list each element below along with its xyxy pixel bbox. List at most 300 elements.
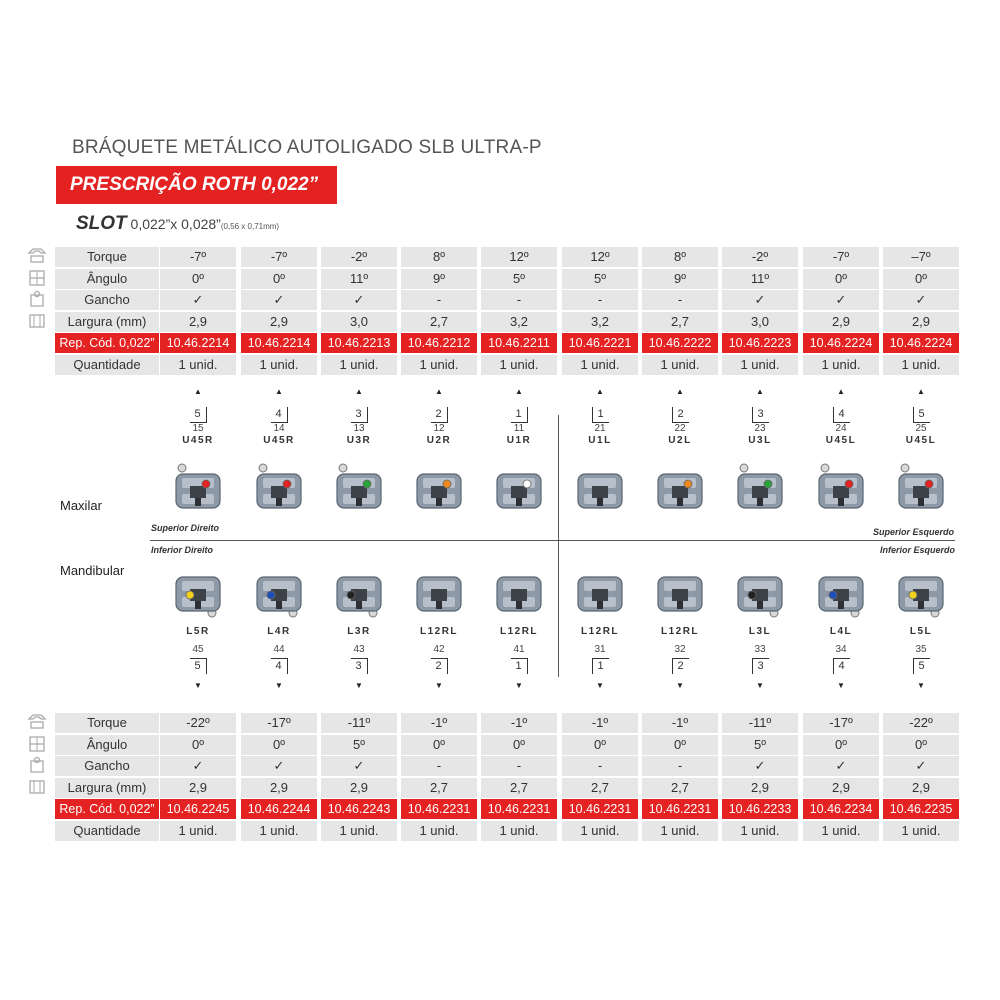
width-cell: 3,0 — [722, 312, 798, 332]
tooth-number: 44 — [273, 644, 285, 655]
quadrant-box — [190, 658, 207, 674]
width-cell: 2,9 — [883, 312, 959, 332]
upper-bracket-image — [409, 462, 469, 517]
lower-bracket-image — [570, 565, 630, 620]
lower-bracket-image — [811, 565, 871, 620]
angle-cell: 9º — [401, 269, 477, 289]
lower-tooth-header — [239, 626, 319, 690]
quadrant-number: 2 — [435, 660, 442, 672]
code-cell: 10.46.2245 — [160, 799, 236, 819]
up-arrow-icon: ▲ — [194, 387, 202, 396]
qty-cell: 1 unid. — [883, 821, 959, 841]
width-cell: 2,9 — [160, 778, 236, 798]
width-cell: 3,0 — [321, 312, 397, 332]
quadrant-number: 1 — [515, 408, 522, 420]
width-cell: 2,9 — [321, 778, 397, 798]
width-cell: 2,9 — [803, 778, 879, 798]
qty-cell: 1 unid. — [321, 355, 397, 375]
angle-cell: 5º — [481, 269, 557, 289]
hook-cell: ✓ — [883, 756, 959, 776]
qty-cell: 1 unid. — [642, 821, 718, 841]
code-cell: 10.46.2234 — [803, 799, 879, 819]
row-label-angle: Ângulo — [55, 269, 159, 289]
width-cell: 2,9 — [241, 778, 317, 798]
hook-cell: - — [562, 756, 638, 776]
bracket-name: L12RL — [580, 626, 620, 637]
tooth-number: 13 — [353, 423, 365, 434]
qty-cell: 1 unid. — [562, 355, 638, 375]
quadrant-box — [752, 658, 769, 674]
angle-icon — [27, 735, 47, 753]
hook-cell: - — [562, 290, 638, 310]
torque-cell: 8º — [642, 247, 718, 267]
spec-row-hook — [0, 290, 1000, 310]
hook-cell: ✓ — [241, 756, 317, 776]
quadrant-number: 3 — [355, 660, 362, 672]
code-cell: 10.46.2231 — [642, 799, 718, 819]
bracket-name: L4L — [829, 626, 853, 637]
qty-cell: 1 unid. — [241, 355, 317, 375]
quadrant-number: 5 — [918, 660, 925, 672]
bracket-name: U45L — [825, 435, 857, 446]
prescription-label: PRESCRIÇÃO ROTH 0,022” — [70, 174, 319, 195]
angle-cell: 0º — [160, 735, 236, 755]
spec-row-code — [0, 799, 1000, 819]
torque-cell: -7º — [803, 247, 879, 267]
spec-row-code — [0, 333, 1000, 353]
quadrant-box — [511, 658, 528, 674]
upper-right-label: Superior Direito — [151, 523, 220, 533]
tooth-number: 32 — [674, 644, 686, 655]
slot-mm: (0,56 x 0,71mm) — [220, 222, 280, 231]
qty-cell: 1 unid. — [241, 821, 317, 841]
quadrant-number: 4 — [838, 660, 845, 672]
lower-bracket-image — [650, 565, 710, 620]
upper-bracket-image — [168, 462, 228, 517]
lower-tooth-header — [640, 626, 720, 690]
lower-bracket-image — [329, 565, 389, 620]
torque-cell: -17º — [241, 713, 317, 733]
tooth-number: 22 — [674, 423, 686, 434]
down-arrow-icon: ▼ — [596, 681, 604, 690]
row-label-width: Largura (mm) — [55, 312, 159, 332]
torque-cell: -2º — [321, 247, 397, 267]
hook-cell: ✓ — [160, 290, 236, 310]
bracket-name: U1R — [506, 435, 532, 446]
code-cell: 10.46.2212 — [401, 333, 477, 353]
quadrant-number: 1 — [597, 660, 604, 672]
code-cell: 10.46.2224 — [803, 333, 879, 353]
width-cell: 2,7 — [401, 778, 477, 798]
hook-cell: - — [642, 290, 718, 310]
bracket-name: U45L — [905, 435, 937, 446]
down-arrow-icon: ▼ — [917, 681, 925, 690]
hook-cell: ✓ — [722, 290, 798, 310]
qty-cell: 1 unid. — [722, 821, 798, 841]
slot-spec — [76, 213, 279, 235]
lower-left-label: Inferior Esquerdo — [880, 545, 956, 555]
bracket-name: L3R — [347, 626, 371, 637]
quadrant-box — [190, 407, 207, 423]
torque-cell: -1º — [481, 713, 557, 733]
upper-bracket-image — [891, 462, 951, 517]
up-arrow-icon: ▲ — [355, 387, 363, 396]
width-icon — [27, 778, 47, 796]
qty-cell: 1 unid. — [883, 355, 959, 375]
angle-cell: 5º — [321, 735, 397, 755]
upper-bracket-image — [570, 462, 630, 517]
code-cell: 10.46.2231 — [401, 799, 477, 819]
row-label-qty: Quantidade — [55, 821, 159, 841]
bracket-name: L4R — [267, 626, 291, 637]
quadrant-box — [511, 407, 528, 423]
angle-cell: 11º — [722, 269, 798, 289]
bracket-name: U1L — [588, 435, 612, 446]
quadrant-box — [672, 407, 689, 423]
row-label-qty: Quantidade — [55, 355, 159, 375]
jaw-label-lower: Mandibular — [60, 563, 125, 578]
torque-cell: 8º — [401, 247, 477, 267]
code-cell: 10.46.2233 — [722, 799, 798, 819]
torque-cell: 12º — [562, 247, 638, 267]
upper-left-label: Superior Esquerdo — [873, 527, 955, 537]
qty-cell: 1 unid. — [160, 355, 236, 375]
tooth-number: 21 — [594, 423, 606, 434]
angle-cell: 0º — [241, 269, 317, 289]
bracket-name: L3L — [748, 626, 772, 637]
qty-cell: 1 unid. — [321, 821, 397, 841]
code-cell: 10.46.2211 — [481, 333, 557, 353]
down-arrow-icon: ▼ — [837, 681, 845, 690]
up-arrow-icon: ▲ — [756, 387, 764, 396]
upper-tooth-header — [158, 388, 238, 447]
tooth-number: 35 — [915, 644, 927, 655]
row-label-hook: Gancho — [55, 290, 159, 310]
qty-cell: 1 unid. — [481, 355, 557, 375]
upper-tooth-header — [479, 388, 559, 447]
row-label-width: Largura (mm) — [55, 778, 159, 798]
hook-cell: ✓ — [321, 290, 397, 310]
quadrant-box — [833, 407, 850, 423]
width-cell: 2,9 — [160, 312, 236, 332]
width-cell: 3,2 — [481, 312, 557, 332]
code-cell: 10.46.2231 — [481, 799, 557, 819]
spec-row-torque — [0, 713, 1000, 733]
bracket-name: U2L — [668, 435, 692, 446]
lower-tooth-header — [479, 626, 559, 690]
horizontal-divider — [150, 540, 955, 541]
lower-tooth-header — [158, 626, 238, 690]
spec-row-torque — [0, 247, 1000, 267]
bracket-name: L12RL — [499, 626, 539, 637]
quadrant-number: 1 — [515, 660, 522, 672]
spec-row-angle — [0, 735, 1000, 755]
hook-cell: - — [481, 756, 557, 776]
upper-bracket-image — [730, 462, 790, 517]
bracket-name: U45R — [182, 435, 214, 446]
angle-cell: 0º — [241, 735, 317, 755]
torque-icon — [27, 713, 47, 731]
row-label-hook: Gancho — [55, 756, 159, 776]
hook-cell: - — [401, 290, 477, 310]
bracket-name: L5R — [186, 626, 210, 637]
lower-bracket-image — [730, 565, 790, 620]
lower-tooth-header — [399, 626, 479, 690]
quadrant-number: 5 — [194, 660, 201, 672]
code-cell: 10.46.2224 — [883, 333, 959, 353]
quadrant-box — [351, 658, 368, 674]
tooth-number: 34 — [835, 644, 847, 655]
row-label-code: Rep. Cód. 0,022” — [55, 333, 159, 353]
bracket-name: U2R — [426, 435, 452, 446]
row-label-code: Rep. Cód. 0,022” — [55, 799, 159, 819]
upper-bracket-image — [811, 462, 871, 517]
tooth-number: 41 — [513, 644, 525, 655]
lower-bracket-image — [891, 565, 951, 620]
angle-cell: 0º — [642, 735, 718, 755]
row-label-torque: Torque — [55, 713, 159, 733]
torque-cell: -1º — [562, 713, 638, 733]
width-cell: 2,9 — [722, 778, 798, 798]
quadrant-number: 3 — [757, 660, 764, 672]
code-cell: 10.46.2243 — [321, 799, 397, 819]
row-label-angle: Ângulo — [55, 735, 159, 755]
qty-cell: 1 unid. — [401, 355, 477, 375]
qty-cell: 1 unid. — [481, 821, 557, 841]
torque-cell: -7º — [160, 247, 236, 267]
quadrant-number: 2 — [435, 408, 442, 420]
code-cell: 10.46.2222 — [642, 333, 718, 353]
quadrant-box — [913, 407, 930, 423]
down-arrow-icon: ▼ — [515, 681, 523, 690]
lower-tooth-header — [560, 626, 640, 690]
bracket-name: L5L — [909, 626, 933, 637]
width-cell: 2,7 — [401, 312, 477, 332]
hook-cell: ✓ — [803, 756, 879, 776]
upper-bracket-image — [489, 462, 549, 517]
tooth-number: 12 — [433, 423, 445, 434]
torque-cell: -1º — [401, 713, 477, 733]
hook-cell: ✓ — [883, 290, 959, 310]
torque-cell: 12º — [481, 247, 557, 267]
slot-label: SLOT — [76, 213, 127, 234]
quadrant-number: 5 — [194, 408, 201, 420]
hook-cell: - — [642, 756, 718, 776]
spec-row-angle — [0, 269, 1000, 289]
upper-bracket-image — [650, 462, 710, 517]
down-arrow-icon: ▼ — [194, 681, 202, 690]
qty-cell: 1 unid. — [803, 821, 879, 841]
lower-tooth-header — [319, 626, 399, 690]
angle-cell: 0º — [481, 735, 557, 755]
down-arrow-icon: ▼ — [676, 681, 684, 690]
qty-cell: 1 unid. — [722, 355, 798, 375]
torque-cell: -7º — [241, 247, 317, 267]
quadrant-box — [592, 658, 609, 674]
qty-cell: 1 unid. — [803, 355, 879, 375]
upper-tooth-header — [881, 388, 961, 447]
upper-tooth-header — [720, 388, 800, 447]
row-label-torque: Torque — [55, 247, 159, 267]
angle-icon — [27, 269, 47, 287]
code-cell: 10.46.2213 — [321, 333, 397, 353]
tooth-number: 15 — [192, 423, 204, 434]
upper-tooth-header — [801, 388, 881, 447]
quadrant-box — [271, 407, 288, 423]
hook-icon — [27, 756, 47, 774]
torque-cell: -11º — [722, 713, 798, 733]
tooth-number: 33 — [754, 644, 766, 655]
midline-divider — [558, 415, 559, 677]
angle-cell: 11º — [321, 269, 397, 289]
up-arrow-icon: ▲ — [515, 387, 523, 396]
bracket-name: L12RL — [419, 626, 459, 637]
code-cell: 10.46.2231 — [562, 799, 638, 819]
upper-tooth-header — [560, 388, 640, 447]
width-cell: 2,7 — [642, 778, 718, 798]
up-arrow-icon: ▲ — [837, 387, 845, 396]
hook-cell: ✓ — [241, 290, 317, 310]
code-cell: 10.46.2223 — [722, 333, 798, 353]
lower-bracket-image — [249, 565, 309, 620]
up-arrow-icon: ▲ — [596, 387, 604, 396]
width-cell: 2,7 — [562, 778, 638, 798]
upper-tooth-header — [399, 388, 479, 447]
bracket-name: U45R — [263, 435, 295, 446]
spec-row-qty — [0, 355, 1000, 375]
quadrant-box — [833, 658, 850, 674]
torque-cell: -1º — [642, 713, 718, 733]
torque-cell: -2º — [722, 247, 798, 267]
quadrant-number: 4 — [838, 408, 845, 420]
width-cell: 2,9 — [883, 778, 959, 798]
code-cell: 10.46.2214 — [241, 333, 317, 353]
width-cell: 2,7 — [481, 778, 557, 798]
qty-cell: 1 unid. — [562, 821, 638, 841]
tooth-number: 24 — [835, 423, 847, 434]
upper-tooth-header — [239, 388, 319, 447]
width-cell: 2,9 — [241, 312, 317, 332]
quadrant-box — [592, 407, 609, 423]
lower-right-label: Inferior Direito — [151, 545, 214, 555]
hook-cell: ✓ — [160, 756, 236, 776]
angle-cell: 0º — [562, 735, 638, 755]
quadrant-number: 4 — [275, 408, 282, 420]
angle-cell: 5º — [562, 269, 638, 289]
quadrant-number: 1 — [597, 408, 604, 420]
torque-cell: -22º — [883, 713, 959, 733]
width-icon — [27, 312, 47, 330]
spec-row-width — [0, 312, 1000, 332]
quadrant-number: 4 — [275, 660, 282, 672]
down-arrow-icon: ▼ — [275, 681, 283, 690]
torque-cell: –7º — [883, 247, 959, 267]
spec-row-hook — [0, 756, 1000, 776]
quadrant-box — [431, 407, 448, 423]
code-cell: 10.46.2214 — [160, 333, 236, 353]
product-title: BRÁQUETE METÁLICO AUTOLIGADO SLB ULTRA-P — [72, 137, 542, 158]
prescription-banner — [56, 166, 337, 204]
lower-tooth-header — [881, 626, 961, 690]
up-arrow-icon: ▲ — [917, 387, 925, 396]
upper-tooth-header — [319, 388, 399, 447]
upper-bracket-image — [329, 462, 389, 517]
torque-cell: -22º — [160, 713, 236, 733]
hook-cell: ✓ — [321, 756, 397, 776]
torque-cell: -17º — [803, 713, 879, 733]
quadrant-box — [752, 407, 769, 423]
bracket-name: L12RL — [660, 626, 700, 637]
up-arrow-icon: ▲ — [275, 387, 283, 396]
quadrant-number: 5 — [918, 408, 925, 420]
qty-cell: 1 unid. — [642, 355, 718, 375]
quadrant-box — [351, 407, 368, 423]
tooth-number: 25 — [915, 423, 927, 434]
hook-cell: ✓ — [803, 290, 879, 310]
quadrant-box — [431, 658, 448, 674]
down-arrow-icon: ▼ — [435, 681, 443, 690]
code-cell: 10.46.2244 — [241, 799, 317, 819]
width-cell: 2,7 — [642, 312, 718, 332]
spec-row-width — [0, 778, 1000, 798]
quadrant-box — [913, 658, 930, 674]
tooth-number: 11 — [513, 423, 525, 434]
upper-bracket-image — [249, 462, 309, 517]
angle-cell: 9º — [642, 269, 718, 289]
width-cell: 2,9 — [803, 312, 879, 332]
tooth-number: 14 — [273, 423, 285, 434]
tooth-number: 43 — [353, 644, 365, 655]
up-arrow-icon: ▲ — [676, 387, 684, 396]
quadrant-number: 3 — [355, 408, 362, 420]
hook-icon — [27, 290, 47, 308]
quadrant-number: 3 — [757, 408, 764, 420]
up-arrow-icon: ▲ — [435, 387, 443, 396]
angle-cell: 5º — [722, 735, 798, 755]
quadrant-box — [672, 658, 689, 674]
code-cell: 10.46.2221 — [562, 333, 638, 353]
angle-cell: 0º — [803, 735, 879, 755]
angle-cell: 0º — [160, 269, 236, 289]
lower-bracket-image — [409, 565, 469, 620]
upper-tooth-header — [640, 388, 720, 447]
angle-cell: 0º — [401, 735, 477, 755]
spec-row-qty — [0, 821, 1000, 841]
down-arrow-icon: ▼ — [756, 681, 764, 690]
tooth-number: 42 — [433, 644, 445, 655]
torque-icon — [27, 247, 47, 265]
tooth-number: 31 — [594, 644, 606, 655]
torque-cell: -11º — [321, 713, 397, 733]
angle-cell: 0º — [883, 735, 959, 755]
width-cell: 3,2 — [562, 312, 638, 332]
hook-cell: ✓ — [722, 756, 798, 776]
jaw-label-upper: Maxilar — [60, 498, 102, 513]
tooth-number: 45 — [192, 644, 204, 655]
bracket-name: U3R — [346, 435, 372, 446]
tooth-number: 23 — [754, 423, 766, 434]
lower-bracket-image — [489, 565, 549, 620]
qty-cell: 1 unid. — [401, 821, 477, 841]
lower-tooth-header — [801, 626, 881, 690]
lower-bracket-image — [168, 565, 228, 620]
bracket-name: U3L — [748, 435, 772, 446]
quadrant-number: 2 — [677, 408, 684, 420]
hook-cell: - — [401, 756, 477, 776]
quadrant-number: 2 — [677, 660, 684, 672]
lower-tooth-header — [720, 626, 800, 690]
qty-cell: 1 unid. — [160, 821, 236, 841]
